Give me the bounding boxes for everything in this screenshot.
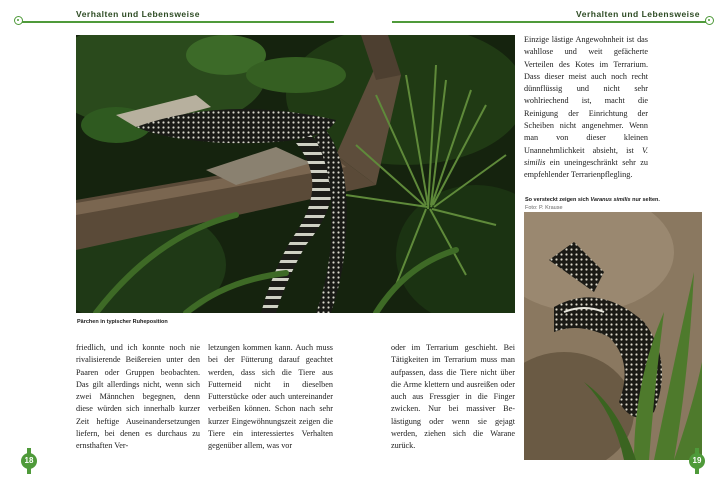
text-column-2 [208,342,333,453]
side-caption-start: So versteckt zeigen sich [525,197,591,203]
photo-lizard-pair [76,35,515,313]
column-4-text [524,34,648,182]
photo-caption-side [525,196,715,212]
text-column-4 [524,34,648,182]
photo-lizard-hidden-image [524,212,702,460]
side-caption-species: Varanus similis [590,197,631,203]
species-name: V. similis [524,145,648,167]
header-rule [392,21,706,23]
side-caption-end: nur selten. [630,197,660,203]
photo-lizard-hidden [524,212,702,460]
photo-lizard-pair-image [76,35,515,313]
photo-caption-main: Pärchen in typischer Ruheposition [77,319,168,325]
header-rule [22,21,334,23]
running-header-left [14,9,334,25]
page-number-left [21,448,37,474]
text-column-3 [391,342,515,453]
column-1-text: friedlich, und ich konnte noch nie rivalisierende Beißereien unter den Paaren oder Gruppen beobachten. Das gilt allerdings nicht, wenn sich zwei Männchen begegnen, denn diese würden sich innerhalb kurzer Zeit heftige Auseinandersetzungen liefern, bei denen es durchaus zu ernsthaften Ver- [76,343,200,451]
page-number-badge: 18 [21,453,37,469]
header-bullet-icon [705,16,714,25]
header-title-right: Verhalten und Lebensweise [576,9,700,19]
running-header-right [392,9,714,25]
column-2-text: letzungen kommen kann. Auch muss bei der Fütterung darauf geachtet werden, dass sich die Tiere aus Futterneid nicht in dieselben Futterstücke oder auch untereinander verbeißen können. Schon nach sehr kurzer Eingewöhnungszeit zeigen die Tiere ein interessiertes Verhalten gegenüber allem, was vor [208,343,333,451]
text-column-1 [76,342,200,453]
page-number-badge: 19 [689,453,705,469]
column-4-text-start: Einzige lästige Angewohnheit ist das wahllose und weit gefächerte Verteilen des Kotes im Terrarium. Dass dieser meist auch noch recht dünnflüssig und nicht sehr wohlriechend ist, macht die Reinigung der Einrichtung der Scheiben nicht angenehmer. Wenn man von dieser kleinen Unannehmlichkeit absieht, ist [524,35,648,155]
column-4-text-end: ein uneingeschränkt sehr zu empfehlender Terrarienpflegling. [524,157,648,180]
column-3-text: oder im Terrarium geschieht. Bei Tätigkeiten im Terrarium muss man aufpassen, dass die Tiere nicht über die Arme klettern und ausreißen oder auch aus Fressgier in die Finger zwicken. Nur bei massiver Belästigung oder wenn sie gejagt werden, ziehen sich die Warane zurück. [391,343,515,451]
page-number-right [689,448,705,474]
header-title-left: Verhalten und Lebensweise [76,9,200,19]
photo-credit: Foto: P. Krause [525,205,563,211]
